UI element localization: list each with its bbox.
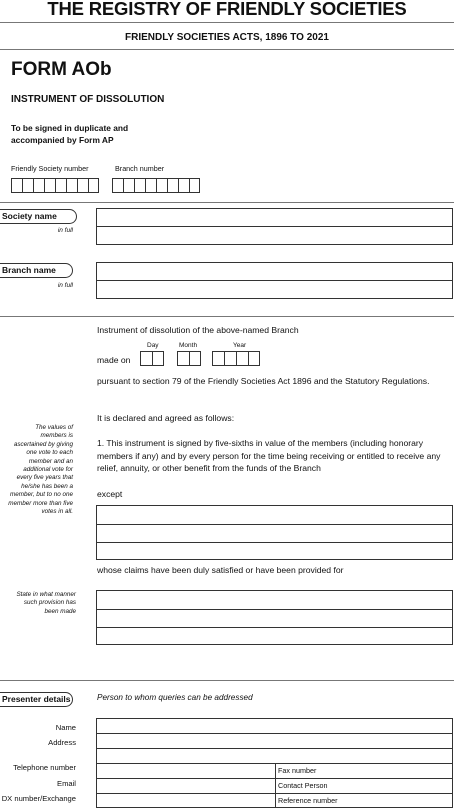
- clause-line: relief, annuity, or other benefit from the funds of the Branch: [97, 463, 321, 473]
- note-line: State in what manner: [16, 591, 76, 598]
- month-label: Month: [179, 342, 198, 349]
- presenter-dx-field[interactable]: [96, 793, 276, 808]
- day-field[interactable]: [140, 351, 164, 366]
- note-line: members is: [40, 432, 73, 440]
- note-line: member more than five: [8, 499, 73, 507]
- society-name-label: Society name: [0, 209, 77, 224]
- digit-cell[interactable]: [44, 178, 55, 193]
- society-name-field-2[interactable]: [96, 226, 453, 245]
- contact-person-label: Contact Person: [278, 781, 328, 790]
- acts-subtitle: FRIENDLY SOCIETIES ACTS, 1896 TO 2021: [125, 32, 329, 43]
- digit-cell[interactable]: [189, 351, 201, 366]
- note-line: such provision has: [23, 599, 76, 607]
- email-label: Email: [57, 779, 76, 788]
- branch-name-field-2[interactable]: [96, 280, 453, 299]
- digit-cell[interactable]: [177, 351, 189, 366]
- pursuant-text: pursuant to section 79 of the Friendly Societies Act 1896 and the Statutory Regulations.: [97, 376, 430, 386]
- registry-title: THE REGISTRY OF FRIENDLY SOCIETIES: [47, 0, 407, 19]
- note-line: he/she has been a: [21, 482, 73, 490]
- presenter-address-field-2[interactable]: [96, 748, 453, 764]
- state-side-note: [0, 591, 76, 616]
- form-instructions: [11, 123, 128, 146]
- digit-cell[interactable]: [134, 178, 145, 193]
- reference-number-label: Reference number: [278, 796, 338, 805]
- address-label: Address: [48, 738, 76, 747]
- note-line: one vote to each: [26, 449, 73, 457]
- presenter-address-field-1[interactable]: [96, 733, 453, 749]
- divider: [0, 49, 454, 50]
- digit-cell[interactable]: [33, 178, 44, 193]
- clause-line: 1. This instrument is signed by five-sixths in value of the members (including honorary: [97, 438, 424, 448]
- note-line: every five years that: [16, 474, 73, 482]
- society-name-field-1[interactable]: [96, 208, 453, 227]
- clause-line: members if any) and by every person for the time being receiving or entitled to receive any: [97, 450, 441, 461]
- branch-name-label: Branch name: [0, 263, 73, 278]
- year-field[interactable]: [212, 351, 260, 366]
- digit-cell[interactable]: [22, 178, 33, 193]
- divider: [0, 316, 454, 317]
- digit-cell[interactable]: [55, 178, 66, 193]
- dissolution-intro: Instrument of dissolution of the above-named Branch: [97, 325, 299, 335]
- digit-cell[interactable]: [248, 351, 260, 366]
- digit-cell[interactable]: [224, 351, 236, 366]
- divider: [0, 22, 454, 23]
- clause-1: [97, 437, 440, 475]
- note-line: member, but to no one: [9, 491, 73, 499]
- made-on-label: made on: [97, 355, 131, 365]
- fax-label: Fax number: [278, 766, 317, 775]
- digit-cell[interactable]: [112, 178, 123, 193]
- presenter-reference-field[interactable]: [275, 793, 453, 808]
- presenter-email-field[interactable]: [96, 778, 276, 794]
- digit-cell[interactable]: [66, 178, 77, 193]
- presenter-telephone-field[interactable]: [96, 763, 276, 779]
- digit-cell[interactable]: [88, 178, 99, 193]
- divider: [0, 680, 454, 681]
- digit-cell[interactable]: [123, 178, 134, 193]
- note-line: The values of: [35, 424, 73, 431]
- digit-cell[interactable]: [145, 178, 156, 193]
- digit-cell[interactable]: [236, 351, 248, 366]
- branch-number-field[interactable]: [112, 178, 200, 193]
- declared-text: It is declared and agreed as follows:: [97, 413, 235, 423]
- except-field[interactable]: [96, 505, 453, 560]
- presenter-fax-field[interactable]: [275, 763, 453, 779]
- note-line: been made: [44, 607, 76, 615]
- digit-cell[interactable]: [152, 351, 164, 366]
- instructions-line: To be signed in duplicate and: [11, 123, 129, 133]
- digit-cell[interactable]: [156, 178, 167, 193]
- note-line: member and an: [28, 457, 73, 465]
- form-code: FORM AOb: [11, 59, 112, 80]
- day-label: Day: [147, 342, 159, 349]
- form-name: INSTRUMENT OF DISSOLUTION: [11, 94, 165, 105]
- digit-cell[interactable]: [189, 178, 200, 193]
- society-number-label: Friendly Society number: [11, 164, 89, 173]
- digit-cell[interactable]: [140, 351, 152, 366]
- note-line: ascertained by giving: [13, 440, 73, 448]
- month-field[interactable]: [177, 351, 201, 366]
- society-name-hint: in full: [57, 227, 73, 234]
- except-label: except: [97, 489, 123, 499]
- telephone-label: Telephone number: [13, 763, 76, 772]
- presenter-caption: Person to whom queries can be addressed: [97, 693, 253, 702]
- digit-cell[interactable]: [167, 178, 178, 193]
- society-number-field[interactable]: [11, 178, 99, 193]
- name-label: Name: [55, 723, 76, 732]
- branch-number-label: Branch number: [115, 164, 165, 173]
- digit-cell[interactable]: [11, 178, 22, 193]
- branch-name-hint: in full: [57, 282, 73, 289]
- whose-claims-text: whose claims have been duly satisfied or have been provided for: [97, 565, 344, 575]
- branch-name-field-1[interactable]: [96, 262, 453, 281]
- digit-cell[interactable]: [77, 178, 88, 193]
- digit-cell[interactable]: [178, 178, 189, 193]
- dx-label: DX number/Exchange: [1, 794, 76, 803]
- note-line: additional vote for: [23, 466, 73, 474]
- note-line: votes in all.: [41, 508, 73, 516]
- presenter-name-field[interactable]: [96, 718, 453, 734]
- year-label: Year: [233, 342, 247, 349]
- presenter-contact-field[interactable]: [275, 778, 453, 794]
- presenter-details-label: Presenter details: [0, 692, 73, 707]
- provision-field[interactable]: [96, 590, 453, 645]
- values-side-note: [0, 424, 73, 516]
- digit-cell[interactable]: [212, 351, 224, 366]
- divider: [0, 202, 454, 203]
- instructions-line: accompanied by Form AP: [11, 134, 114, 145]
